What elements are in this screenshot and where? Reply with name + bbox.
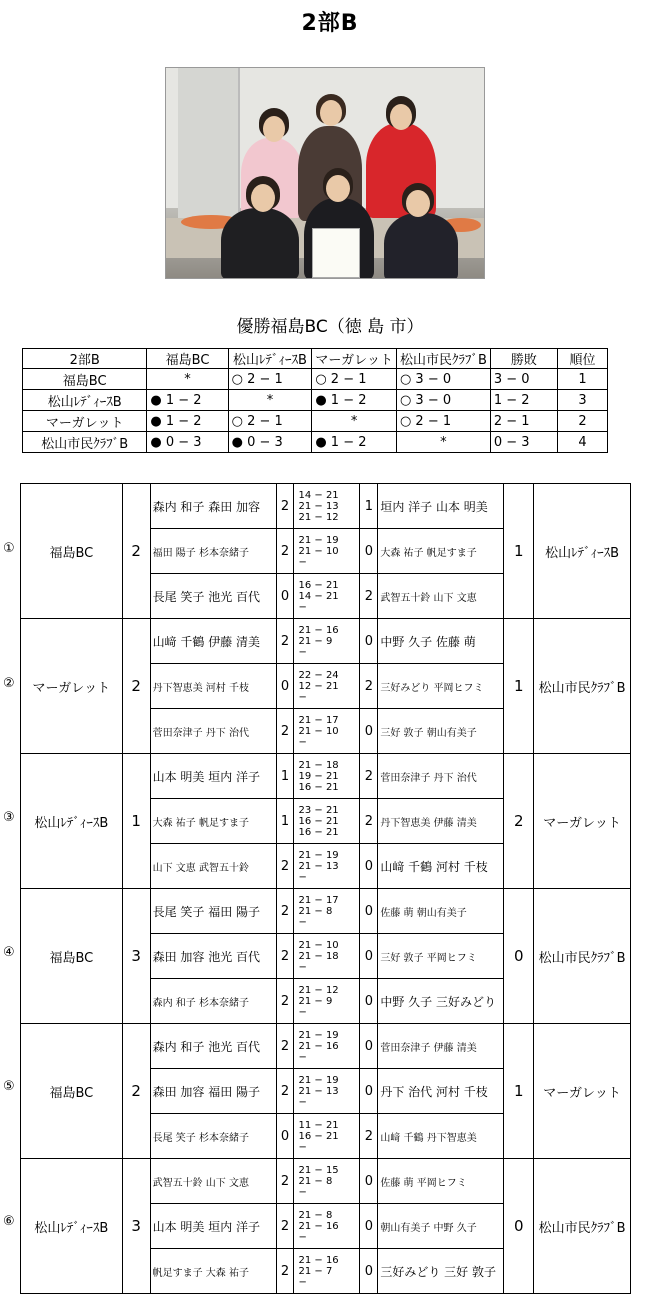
team-a-name: 松山ﾚﾃﾞｨｰｽB [21, 1159, 123, 1294]
set-scores: 21 − 17 21 − 8 − [294, 889, 360, 934]
set-scores: 23 − 21 16 − 21 16 − 21 [294, 799, 360, 844]
player-pair-b: 三好 敦子 朝山有美子 [378, 709, 504, 754]
match-game-row [21, 1024, 631, 1069]
winner-subtitle: 優勝福島BC（徳 島 市） [236, 317, 424, 337]
player-pair-a: 山本 明美 垣内 洋子 [150, 754, 276, 799]
match-game-row [21, 754, 631, 799]
match-number: ② [3, 675, 15, 691]
match-number: ⑤ [3, 1079, 15, 1095]
player-pair-b: 菅田奈津子 伊藤 清美 [378, 1024, 504, 1069]
player-pair-a: 山﨑 千鶴 伊藤 清美 [150, 619, 276, 664]
team-a-name: マーガレット [21, 619, 123, 754]
games-won-a: 0 [276, 574, 294, 619]
player-pair-b: 三好 敦子 平岡ヒフミ [378, 934, 504, 979]
team-a-name: 福島BC [21, 1024, 123, 1159]
team-b-name: 松山市民ｸﾗﾌﾞB [534, 1159, 631, 1294]
games-won-a: 2 [276, 1024, 294, 1069]
record-cell: 1 − 2 [490, 390, 557, 411]
standings-row [23, 369, 608, 390]
player-pair-b: 三好みどり 三好 敦子 [378, 1249, 504, 1294]
team-name: マーガレット [23, 411, 147, 432]
header-division: 2部B [23, 349, 147, 369]
games-won-b: 2 [360, 664, 378, 709]
team-b-total: 1 [504, 1024, 534, 1159]
player-pair-a: 武智五十鈴 山下 文恵 [150, 1159, 276, 1204]
player-pair-b: 中野 久子 佐藤 萌 [378, 619, 504, 664]
team-b-total: 0 [504, 1159, 534, 1294]
player-pair-b: 山﨑 千鶴 河村 千枝 [378, 844, 504, 889]
games-won-a: 0 [276, 664, 294, 709]
team-a-total: 2 [122, 619, 150, 754]
header-team-2: 松山ﾚﾃﾞｨｰｽB [228, 349, 312, 369]
match-number: ③ [3, 810, 15, 826]
result-cell: ○ 2 − 1 [312, 369, 397, 390]
player-pair-a: 長尾 笑子 杉本奈緒子 [150, 1114, 276, 1159]
result-cell: * [396, 432, 490, 453]
team-b-name: マーガレット [534, 1024, 631, 1159]
set-scores: 21 − 18 19 − 21 16 − 21 [294, 754, 360, 799]
header-team-1: 福島BC [147, 349, 228, 369]
games-won-b: 0 [360, 979, 378, 1024]
player-pair-b: 佐藤 萌 朝山有美子 [378, 889, 504, 934]
team-name: 松山ﾚﾃﾞｨｰｽB [23, 390, 147, 411]
player-pair-a: 丹下智恵美 河村 千枝 [150, 664, 276, 709]
games-won-b: 0 [360, 1249, 378, 1294]
games-won-b: 2 [360, 574, 378, 619]
player-pair-a: 大森 祐子 帆足すま子 [150, 799, 276, 844]
games-won-a: 2 [276, 619, 294, 664]
games-won-a: 2 [276, 529, 294, 574]
set-scores: 21 − 17 21 − 10 − [294, 709, 360, 754]
games-won-b: 2 [360, 754, 378, 799]
result-cell: * [228, 390, 312, 411]
set-scores: 21 − 15 21 − 8 − [294, 1159, 360, 1204]
games-won-a: 2 [276, 709, 294, 754]
standings-table [22, 348, 608, 453]
games-won-a: 2 [276, 889, 294, 934]
match-results-table [20, 483, 631, 1294]
player-pair-a: 森田 加容 福田 陽子 [150, 1069, 276, 1114]
set-scores: 21 − 16 21 − 7 − [294, 1249, 360, 1294]
result-cell: ○ 3 − 0 [396, 390, 490, 411]
player-pair-b: 三好みどり 平岡ヒフミ [378, 664, 504, 709]
team-a-total: 3 [122, 1159, 150, 1294]
team-a-name: 福島BC [21, 889, 123, 1024]
games-won-a: 2 [276, 1069, 294, 1114]
team-photo [165, 67, 485, 279]
player-pair-b: 丹下 治代 河村 千枝 [378, 1069, 504, 1114]
games-won-a: 1 [276, 754, 294, 799]
rank-cell: 1 [557, 369, 607, 390]
match-game-row [21, 484, 631, 529]
games-won-b: 0 [360, 1204, 378, 1249]
team-a-name: 松山ﾚﾃﾞｨｰｽB [21, 754, 123, 889]
team-a-name: 福島BC [21, 484, 123, 619]
games-won-b: 0 [360, 1069, 378, 1114]
match-number: ⑥ [3, 1213, 15, 1229]
team-b-total: 2 [504, 754, 534, 889]
games-won-a: 2 [276, 1204, 294, 1249]
games-won-a: 2 [276, 934, 294, 979]
player-pair-b: 朝山有美子 中野 久子 [378, 1204, 504, 1249]
match-game-row [21, 889, 631, 934]
standings-row [23, 432, 608, 453]
set-scores: 21 − 10 21 − 18 − [294, 934, 360, 979]
team-a-total: 3 [122, 889, 150, 1024]
games-won-a: 2 [276, 979, 294, 1024]
games-won-a: 2 [276, 1249, 294, 1294]
result-cell: ○ 2 − 1 [228, 369, 312, 390]
player-pair-a: 帆足すま子 大森 祐子 [150, 1249, 276, 1294]
set-scores: 21 − 16 21 − 9 − [294, 619, 360, 664]
games-won-b: 0 [360, 1024, 378, 1069]
match-game-row [21, 1159, 631, 1204]
page-title: 2部B [301, 11, 359, 36]
team-b-total: 0 [504, 889, 534, 1024]
team-b-total: 1 [504, 484, 534, 619]
games-won-b: 2 [360, 1114, 378, 1159]
player-pair-a: 山本 明美 垣内 洋子 [150, 1204, 276, 1249]
team-b-name: 松山ﾚﾃﾞｨｰｽB [534, 484, 631, 619]
header-team-4: 松山市民ｸﾗﾌﾞB [396, 349, 490, 369]
result-cell: ● 1 − 2 [312, 432, 397, 453]
games-won-b: 0 [360, 844, 378, 889]
header-rank: 順位 [557, 349, 607, 369]
team-a-total: 1 [122, 754, 150, 889]
games-won-b: 0 [360, 529, 378, 574]
player-pair-a: 長尾 笑子 池光 百代 [150, 574, 276, 619]
set-scores: 21 − 8 21 − 16 − [294, 1204, 360, 1249]
team-b-total: 1 [504, 619, 534, 754]
set-scores: 16 − 21 14 − 21 − [294, 574, 360, 619]
set-scores: 21 − 19 21 − 10 − [294, 529, 360, 574]
result-cell: ○ 3 − 0 [396, 369, 490, 390]
player-pair-a: 福田 陽子 杉本奈緒子 [150, 529, 276, 574]
set-scores: 21 − 19 21 − 13 − [294, 844, 360, 889]
player-pair-b: 武智五十鈴 山下 文恵 [378, 574, 504, 619]
team-b-name: 松山市民ｸﾗﾌﾞB [534, 889, 631, 1024]
games-won-a: 0 [276, 1114, 294, 1159]
result-cell: ● 1 − 2 [147, 390, 228, 411]
games-won-b: 1 [360, 484, 378, 529]
set-scores: 21 − 12 21 − 9 − [294, 979, 360, 1024]
team-b-name: マーガレット [534, 754, 631, 889]
result-cell: ● 1 − 2 [312, 390, 397, 411]
result-cell: ○ 2 − 1 [396, 411, 490, 432]
player-pair-a: 森田 加容 池光 百代 [150, 934, 276, 979]
team-a-total: 2 [122, 484, 150, 619]
games-won-a: 2 [276, 1159, 294, 1204]
player-pair-b: 垣内 洋子 山本 明美 [378, 484, 504, 529]
games-won-b: 0 [360, 934, 378, 979]
games-won-b: 0 [360, 709, 378, 754]
player-pair-b: 大森 祐子 帆足すま子 [378, 529, 504, 574]
record-cell: 0 − 3 [490, 432, 557, 453]
player-pair-a: 菅田奈津子 丹下 治代 [150, 709, 276, 754]
result-cell: ● 0 − 3 [228, 432, 312, 453]
set-scores: 21 − 19 21 − 13 − [294, 1069, 360, 1114]
team-name: 福島BC [23, 369, 147, 390]
match-number: ④ [3, 944, 15, 960]
record-cell: 3 − 0 [490, 369, 557, 390]
set-scores: 14 − 21 21 − 13 21 − 12 [294, 484, 360, 529]
games-won-a: 1 [276, 799, 294, 844]
player-pair-b: 山﨑 千鶴 丹下智恵美 [378, 1114, 504, 1159]
player-pair-a: 山下 文恵 武智五十鈴 [150, 844, 276, 889]
standings-header-row [23, 349, 608, 369]
player-pair-b: 丹下智恵美 伊藤 清美 [378, 799, 504, 844]
result-cell: * [147, 369, 228, 390]
rank-cell: 4 [557, 432, 607, 453]
games-won-a: 2 [276, 844, 294, 889]
rank-cell: 3 [557, 390, 607, 411]
player-pair-b: 菅田奈津子 丹下 治代 [378, 754, 504, 799]
team-a-total: 2 [122, 1024, 150, 1159]
result-cell: ● 0 − 3 [147, 432, 228, 453]
games-won-b: 2 [360, 799, 378, 844]
set-scores: 11 − 21 16 − 21 − [294, 1114, 360, 1159]
player-pair-a: 森内 和子 池光 百代 [150, 1024, 276, 1069]
team-name: 松山市民ｸﾗﾌﾞB [23, 432, 147, 453]
set-scores: 22 − 24 12 − 21 − [294, 664, 360, 709]
games-won-b: 0 [360, 889, 378, 934]
games-won-a: 2 [276, 484, 294, 529]
result-cell: * [312, 411, 397, 432]
rank-cell: 2 [557, 411, 607, 432]
player-pair-a: 長尾 笑子 福田 陽子 [150, 889, 276, 934]
games-won-b: 0 [360, 1159, 378, 1204]
standings-row [23, 390, 608, 411]
player-pair-b: 佐藤 萌 平岡ヒフミ [378, 1159, 504, 1204]
header-record: 勝敗 [490, 349, 557, 369]
team-b-name: 松山市民ｸﾗﾌﾞB [534, 619, 631, 754]
player-pair-a: 森内 和子 森田 加容 [150, 484, 276, 529]
match-number: ① [3, 541, 15, 557]
games-won-b: 0 [360, 619, 378, 664]
set-scores: 21 − 19 21 − 16 − [294, 1024, 360, 1069]
player-pair-b: 中野 久子 三好みどり [378, 979, 504, 1024]
header-team-3: マーガレット [312, 349, 397, 369]
player-pair-a: 森内 和子 杉本奈緒子 [150, 979, 276, 1024]
record-cell: 2 − 1 [490, 411, 557, 432]
match-game-row [21, 619, 631, 664]
standings-row [23, 411, 608, 432]
result-cell: ● 1 − 2 [147, 411, 228, 432]
result-cell: ○ 2 − 1 [228, 411, 312, 432]
